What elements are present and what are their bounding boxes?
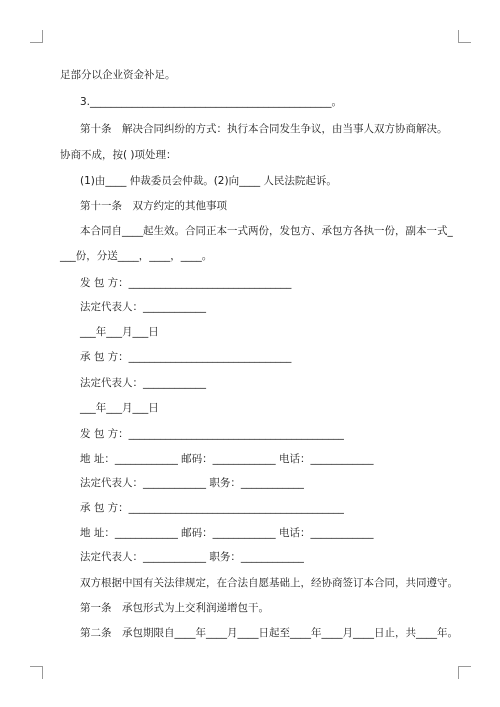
signature-legal-rep: 法定代表人：____________: [80, 301, 206, 313]
article-10-heading: 第十条 解决合同纠纷的方式：执行本合同发生争议，由当事人双方协商解决。: [80, 123, 448, 135]
legal-rep-field: 法定代表人：____________ 职务：____________: [80, 551, 304, 563]
article-11-heading: 第十一条 双方约定的其他事项: [80, 200, 227, 212]
paragraph-line: 协商不成，按( )项处理：: [60, 149, 177, 161]
paragraph-line: 双方根据中国有关法律规定，在合法自愿基础上，经协商签订本合同，共同遵守。: [80, 577, 458, 589]
signature-date: ___年___月___日: [80, 402, 159, 414]
article-1: 第一条 承包形式为上交利润递增包干。: [80, 602, 269, 614]
legal-rep-field: 法定代表人：____________ 职务：____________: [80, 477, 304, 489]
signature-legal-rep: 法定代表人：____________: [80, 377, 206, 389]
address-field: 地 址：____________ 邮码：____________ 电话：____________: [80, 453, 374, 465]
crop-mark-bottom-left: [30, 666, 43, 679]
article-2: 第二条 承包期限自____年____月____日起至____年____月____日止，共____年。: [80, 627, 458, 639]
paragraph-line: ___份，分送____，____，____。: [60, 250, 213, 262]
crop-mark-top-right: [458, 30, 471, 43]
party-a-field: 发 包 方：_________________________________________: [80, 428, 344, 440]
dispute-options: (1)由____ 仲裁委员会仲裁。(2)向____ 人民法院起诉。: [80, 175, 337, 187]
address-field: 地 址：____________ 邮码：____________ 电话：____________: [80, 527, 374, 539]
clause-3-blank: 3.______________________________________________。: [80, 96, 343, 108]
crop-mark-bottom-right: [458, 666, 471, 679]
paragraph-line: 本合同自____起生效。合同正本一式两份，发包方、承包方各执一份，副本一式_: [80, 225, 453, 237]
signature-date: ___年___月___日: [80, 326, 159, 338]
signature-party-a: 发 包 方：_______________________________: [80, 277, 292, 289]
paragraph-line: 足部分以企业资金补足。: [60, 69, 176, 81]
party-b-field: 承 包 方：_________________________________________: [80, 502, 344, 514]
crop-mark-top-left: [30, 30, 43, 43]
signature-party-b: 承 包 方：_______________________________: [80, 351, 292, 363]
